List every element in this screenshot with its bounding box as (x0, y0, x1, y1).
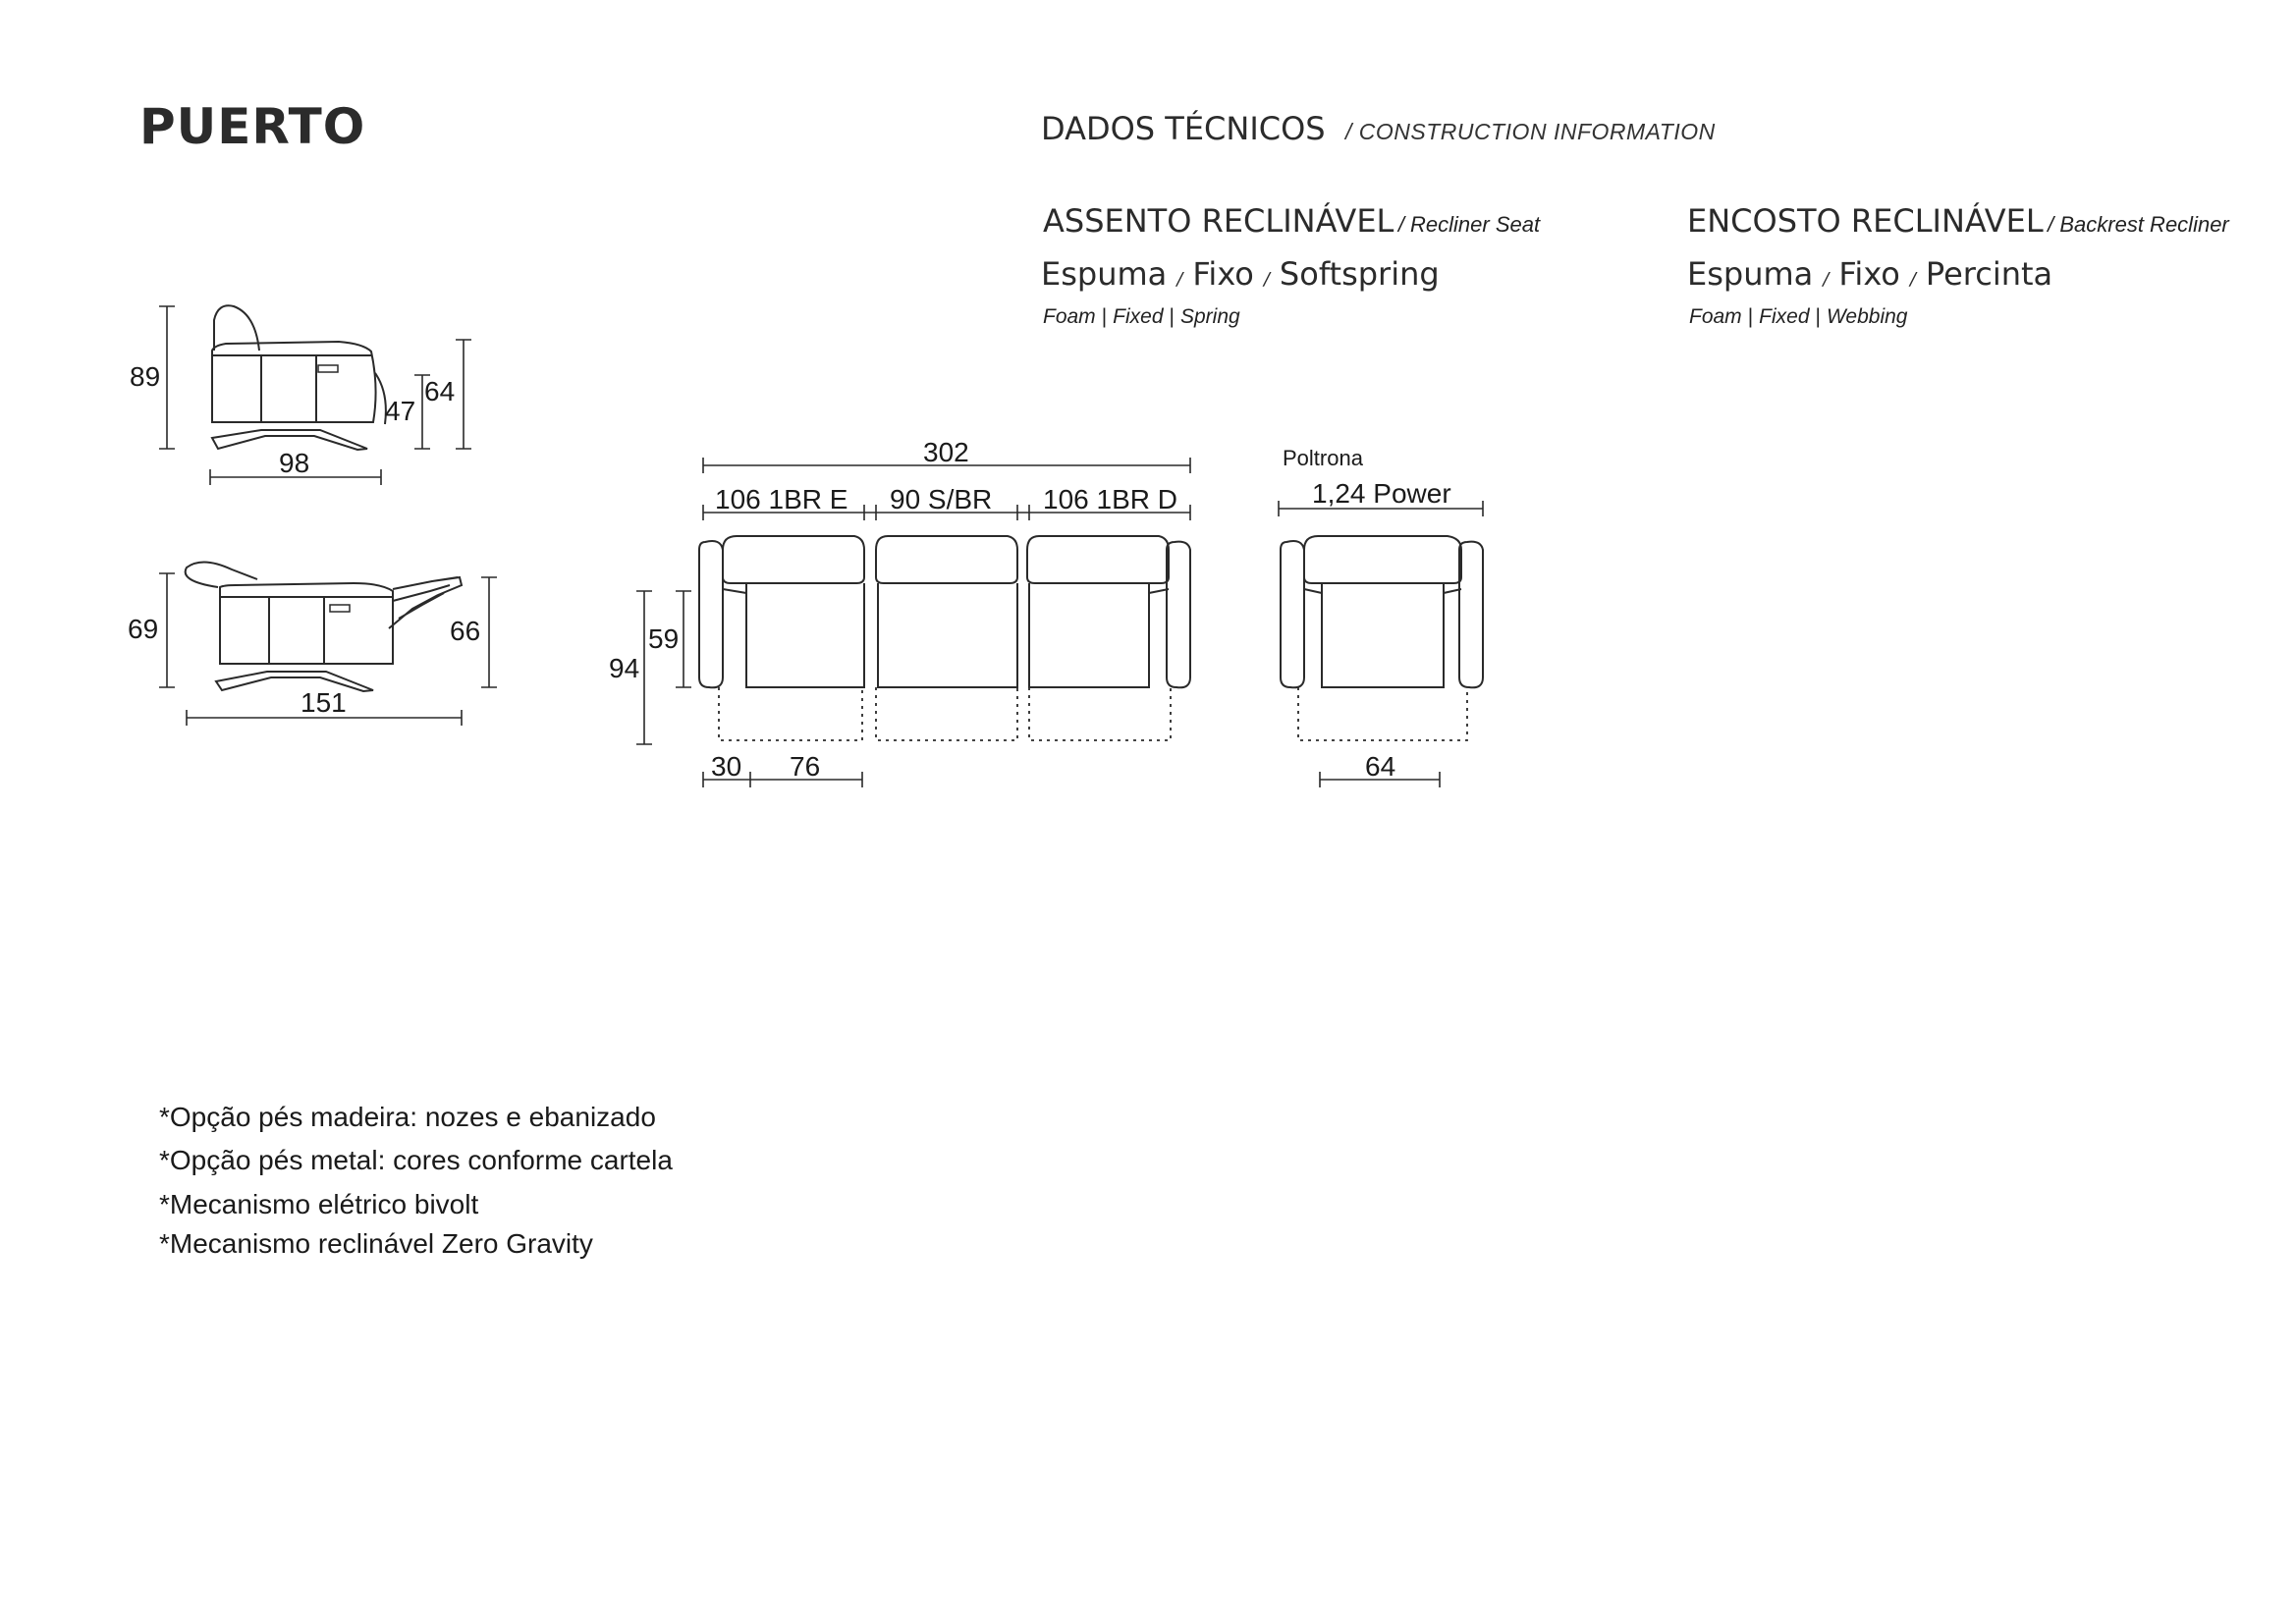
dim-64-top-label: 64 (1365, 751, 1396, 782)
seat-title: ASSENTO RECLINÁVEL (1043, 202, 1394, 240)
backrest-title: ENCOSTO RECLINÁVEL (1687, 202, 2044, 240)
seat-material-2: Fixo (1192, 255, 1254, 293)
seat-material-en-1: Foam (1043, 305, 1096, 328)
upright-body (212, 342, 376, 422)
sofa-right-arm (1167, 542, 1190, 688)
dim-69-line (159, 573, 175, 687)
backrest-material-en-3: Webbing (1826, 305, 1908, 328)
note-1: *Opção pés madeira: nozes e ebanizado (159, 1102, 656, 1132)
armchair-back (1304, 536, 1461, 583)
note-4: *Mecanismo reclinável Zero Gravity (159, 1228, 593, 1259)
sofa-left-arm (699, 541, 723, 687)
reclined-body (220, 583, 393, 664)
sofa-footrest-extended (719, 687, 1171, 740)
section-title: DADOS TÉCNICOS (1041, 110, 1326, 147)
dim-64-line (456, 340, 471, 449)
note-2: *Opção pés metal: cores conforme cartela (159, 1145, 673, 1175)
sofa-module-2-back (876, 536, 1017, 583)
backrest-materials: Espuma / Fixo / Percinta (1687, 255, 2053, 293)
product-name: PUERTO (139, 98, 366, 155)
dim-30-label: 30 (711, 751, 742, 782)
armchair-left-arm (1281, 541, 1304, 687)
dim-151-label: 151 (301, 687, 347, 718)
armchair-top-view (1279, 501, 1483, 787)
sofa-module-1-seat (723, 583, 864, 687)
seat-material-1: Espuma (1041, 255, 1168, 293)
reclined-control-panel (330, 605, 350, 612)
dim-47-label: 47 (385, 396, 416, 426)
module-3-label: 106 1BR D (1043, 484, 1177, 514)
armchair-seat (1304, 583, 1461, 687)
armchair-label: Poltrona (1283, 446, 1363, 470)
dim-69-label: 69 (128, 614, 159, 644)
reclined-body-seams (220, 597, 393, 664)
upright-base (212, 430, 367, 450)
backrest-material-3: Percinta (1925, 255, 2053, 293)
seat-materials: Espuma / Fixo / Softspring (1041, 255, 1440, 293)
dim-66-line (481, 577, 497, 687)
armchair-model-label: 1,24 Power (1312, 478, 1451, 509)
module-1-label: 106 1BR E (715, 484, 848, 514)
dim-89-label: 89 (130, 361, 161, 392)
dim-89-line (159, 306, 175, 449)
seat-materials-en: Foam | Fixed | Spring (1043, 305, 1240, 328)
dim-76-label: 76 (790, 751, 821, 782)
module-2-label: 90 S/BR (890, 484, 993, 514)
dim-98-label: 98 (279, 448, 310, 478)
seat-material-3: Softspring (1279, 255, 1440, 293)
dim-302-label: 302 (923, 437, 969, 467)
backrest-material-en-1: Foam (1689, 305, 1742, 328)
reclined-base (216, 672, 373, 691)
seat-material-en-2: Fixed (1113, 305, 1164, 328)
section-subtitle: / CONSTRUCTION INFORMATION (1345, 119, 1716, 144)
sofa-module-2-seat (878, 583, 1017, 687)
sofa-module-3-seat (1029, 583, 1169, 687)
dim-64-label: 64 (424, 376, 456, 406)
upright-control-panel (318, 365, 338, 372)
backrest-materials-en: Foam | Fixed | Webbing (1689, 305, 1908, 328)
seat-material-en-3: Spring (1179, 305, 1240, 328)
seat-title-en: / Recliner Seat (1397, 212, 1541, 237)
note-3: *Mecanismo elétrico bivolt (159, 1189, 479, 1219)
dim-94-label: 94 (609, 653, 640, 683)
backrest-material-en-2: Fixed (1759, 305, 1810, 328)
backrest-material-1: Espuma (1687, 255, 1814, 293)
backrest-title-en: / Backrest Recliner (2048, 212, 2229, 237)
dim-66-label: 66 (450, 616, 481, 646)
sofa-module-1-back (723, 536, 864, 583)
reclined-headrest (186, 562, 257, 587)
armchair-footrest-extended (1298, 687, 1467, 740)
dim-59-label: 59 (648, 623, 680, 654)
sofa-module-3-back (1027, 536, 1169, 583)
upright-body-seams (212, 355, 371, 422)
armchair-right-arm (1459, 542, 1483, 688)
backrest-material-2: Fixo (1838, 255, 1900, 293)
